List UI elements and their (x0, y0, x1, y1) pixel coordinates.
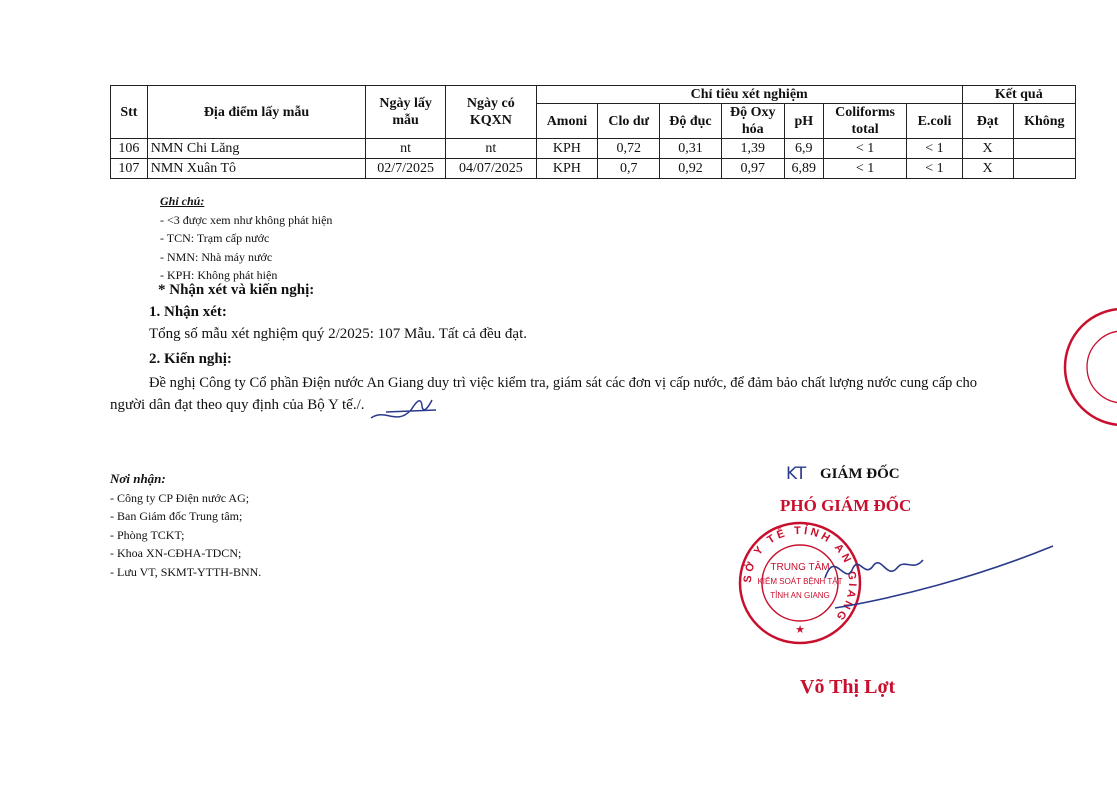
stamp-star-icon: ★ (795, 624, 805, 636)
results-table (110, 85, 1076, 179)
recipient-item: - Ban Giám đốc Trung tâm; (110, 509, 243, 523)
recipient-item: - Khoa XN-CĐHA-TDCN; (110, 546, 242, 560)
header-stt: Stt (111, 86, 148, 139)
header-ph: pH (784, 104, 823, 139)
header-clo: Clo dư (598, 104, 660, 139)
header-pass: Đạt (962, 104, 1013, 139)
header-fail: Không (1013, 104, 1075, 139)
cell-amoni: KPH (536, 139, 597, 159)
note-item: - KPH: Không phát hiện (160, 268, 278, 282)
cell-clo: 0,7 (598, 159, 660, 179)
cell-result-date: nt (445, 139, 536, 159)
cell-ph: 6,9 (784, 139, 823, 159)
cell-sample-date: 02/7/2025 (366, 159, 446, 179)
assessment-heading: * Nhận xét và kiến nghị: (158, 282, 315, 298)
kt-handwritten: KT (786, 464, 807, 484)
cell-coliforms: < 1 (823, 159, 907, 179)
header-location: Địa điểm lấy mẫu (147, 86, 366, 139)
cell-stt: 106 (111, 139, 148, 159)
recipient-item: - Công ty CP Điện nước AG; (110, 490, 250, 505)
header-sample-date: Ngày lấy mẫu (366, 86, 446, 139)
header-ecoli: E.coli (907, 104, 962, 139)
cell-stt: 107 (111, 159, 148, 179)
recipients-block (110, 470, 261, 581)
notes-title: Ghi chú: (160, 194, 205, 208)
cell-ecoli: < 1 (907, 159, 962, 179)
remark-heading: 1. Nhận xét: (149, 304, 227, 320)
header-indicators-group: Chỉ tiêu xét nghiệm (536, 86, 962, 104)
recipient-item: - Lưu VT, SKMT-YTTH-BNN. (110, 564, 262, 579)
note-item: - NMN: Nhà máy nước (160, 249, 273, 264)
stamp-ring-text: SỞ Y TẾ TỈNH AN GIANG (741, 524, 859, 625)
cell-oxy: 0,97 (721, 159, 784, 179)
cell-ecoli: < 1 (907, 139, 962, 159)
signer-name: Võ Thị Lợt (800, 676, 896, 698)
recommend-line-2: người dân đạt theo quy định của Bộ Y tế./. (110, 397, 365, 413)
recipient-item: - Phòng TCKT; (110, 527, 185, 542)
cell-location: NMN Xuân Tô (147, 159, 366, 179)
stamp-line-1: TRUNG TÂM (770, 562, 830, 573)
director-title: GIÁM ĐỐC (820, 466, 900, 482)
cell-ph: 6,89 (784, 159, 823, 179)
cell-result-date: 04/07/2025 (445, 159, 536, 179)
recommend-heading: 2. Kiến nghị: (149, 351, 232, 367)
header-result-date: Ngày có KQXN (445, 86, 536, 139)
cell-fail (1013, 139, 1075, 159)
partial-seal-stamp (1055, 305, 1117, 430)
cell-sample-date: nt (366, 139, 446, 159)
notes-block (160, 192, 332, 285)
director-signature (815, 538, 1060, 628)
cell-do-duc: 0,31 (660, 139, 721, 159)
header-coliforms: Coliforms total (823, 104, 907, 139)
cell-clo: 0,72 (598, 139, 660, 159)
stamp-line-3: TỈNH AN GIANG (770, 591, 830, 600)
header-amoni: Amoni (536, 104, 597, 139)
recommend-line-1: Đề nghị Công ty Cổ phần Điện nước An Giang duy trì việc kiểm tra, giám sát các đơn vị cấp nước, để đảm bảo chất lượng nước cung cấp cho (149, 375, 978, 391)
header-result-group: Kết quả (962, 86, 1075, 104)
note-item: - TCN: Trạm cấp nước (160, 231, 270, 245)
remark-text: Tổng số mẫu xét nghiệm quý 2/2025: 107 Mẫu. Tất cả đều đạt. (149, 326, 527, 342)
cell-do-duc: 0,92 (660, 159, 721, 179)
cell-coliforms: < 1 (823, 139, 907, 159)
cell-pass: X (962, 159, 1013, 179)
cell-oxy: 1,39 (721, 139, 784, 159)
cell-location: NMN Chi Lăng (147, 139, 366, 159)
header-row-1 (111, 86, 1076, 104)
header-oxy: Độ Oxy hóa (721, 104, 784, 139)
initials-signature (366, 388, 446, 428)
cell-pass: X (962, 139, 1013, 159)
header-do-duc: Độ đục (660, 104, 721, 139)
table-row (111, 139, 1076, 159)
deputy-director-title: PHÓ GIÁM ĐỐC (780, 496, 912, 515)
note-item: - <3 được xem như không phát hiện (160, 212, 333, 227)
recipients-title: Nơi nhận: (110, 471, 166, 486)
cell-fail (1013, 159, 1075, 179)
cell-amoni: KPH (536, 159, 597, 179)
table-row (111, 159, 1076, 179)
stamp-line-2: KIỂM SOÁT BỆNH TẬT (757, 577, 843, 586)
